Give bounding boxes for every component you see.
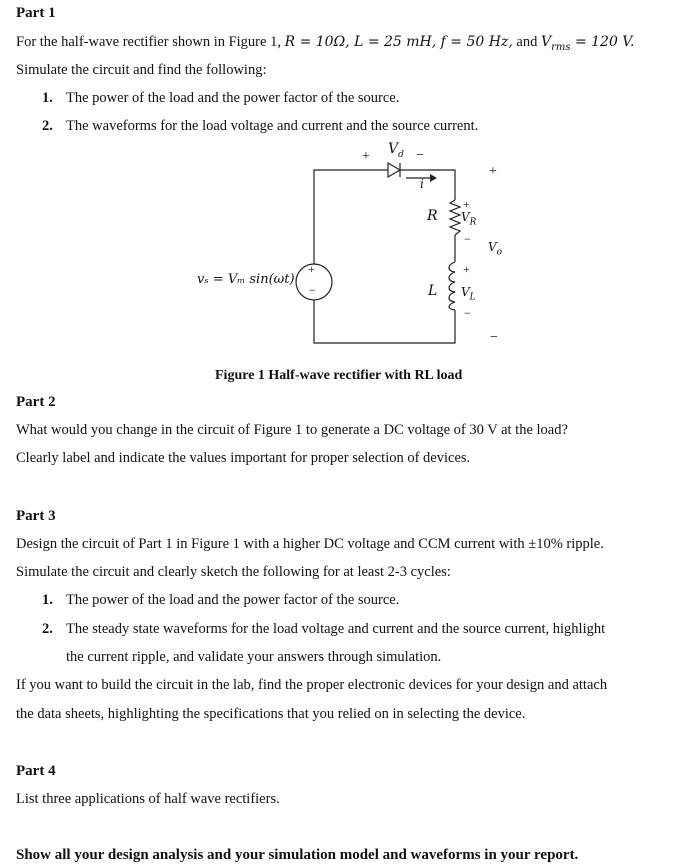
resistor-symbol	[450, 200, 460, 235]
part3-item-2	[42, 621, 605, 638]
figure-caption: Figure 1 Half-wave rectifier with RL load	[215, 368, 463, 383]
part3-line2: Simulate the circuit and clearly sketch the following for at least 2-3 cycles:	[16, 564, 451, 580]
current-label: i	[420, 177, 424, 191]
vd-minus: −	[416, 148, 424, 163]
part3-heading: Part 3	[16, 508, 56, 524]
part1-intro-text: For the half-wave rectifier shown in Figure 1,	[16, 34, 285, 50]
part1-heading: Part 1	[16, 5, 56, 21]
part3-item-2-cont: the current ripple, and validate your answers through simulation.	[66, 649, 442, 665]
part2-line2: Clearly label and indicate the values important for proper selection of devices.	[16, 450, 471, 466]
part3-line3: If you want to build the circuit in the lab, find the proper electronic devices for your design and attach	[16, 677, 608, 693]
part1-line2: Simulate the circuit and find the following:	[16, 62, 267, 78]
inductor-symbol	[449, 262, 455, 310]
list-number: 1.	[42, 90, 53, 106]
vl-label: $V_L$	[461, 285, 476, 303]
part3-line4: the data sheets, highlighting the specifications that you relied on in selecting the device.	[16, 706, 526, 722]
list-text: The waveforms for the load voltage and current and the source current.	[66, 118, 479, 134]
part3-item-1	[42, 592, 399, 609]
vr-label: $V_R$	[461, 210, 477, 228]
resistor-label: R	[427, 208, 438, 224]
final-instruction: Show all your design analysis and your simulation model and waveforms in your report.	[16, 847, 579, 863]
source-label: vₛ = Vₘ sin(ωt)	[197, 272, 295, 287]
vo-label: $V_o$	[488, 240, 503, 258]
param-R: R = 10Ω,	[284, 34, 355, 50]
vl-plus: +	[463, 262, 470, 276]
vr-plus: +	[463, 197, 470, 211]
vd-label: $V_d$	[388, 141, 404, 160]
list-text: The steady state waveforms for the load voltage and current and the source current, highlight	[66, 621, 606, 637]
wire-bottom	[314, 300, 455, 343]
inductor-label: L	[428, 283, 438, 299]
list-text: The power of the load and the power factor of the source.	[66, 592, 400, 608]
param-L: L = 25 mH,	[354, 34, 441, 50]
vr-minus: −	[464, 232, 471, 246]
wire-top-right	[400, 170, 455, 200]
wire-left-top	[314, 170, 388, 264]
part2-heading: Part 2	[16, 394, 56, 410]
vd-plus: +	[362, 149, 370, 164]
vl-minus: −	[464, 306, 471, 320]
vo-minus: −	[490, 330, 498, 345]
param-f: f = 50 Hz,	[440, 34, 513, 50]
part4-heading: Part 4	[16, 763, 56, 779]
source-minus: −	[309, 283, 316, 297]
list-number: 2.	[42, 621, 53, 637]
param-vrms: $V_{rms} = 120$ V.	[540, 34, 635, 53]
param-and: and	[512, 34, 541, 50]
list-number: 1.	[42, 592, 53, 608]
part2-line1: What would you change in the circuit of Figure 1 to generate a DC voltage of 30 V at the load?	[16, 422, 568, 438]
part3-line1: Design the circuit of Part 1 in Figure 1 with a higher DC voltage and CCM current with ±10% ripple.	[16, 536, 604, 552]
part4-line1: List three applications of half wave rectifiers.	[16, 791, 280, 807]
vo-plus: +	[489, 164, 497, 179]
list-number: 2.	[42, 118, 53, 134]
diode-symbol	[388, 163, 400, 177]
source-plus: +	[308, 262, 315, 276]
list-text: The power of the load and the power factor of the source.	[66, 90, 400, 106]
